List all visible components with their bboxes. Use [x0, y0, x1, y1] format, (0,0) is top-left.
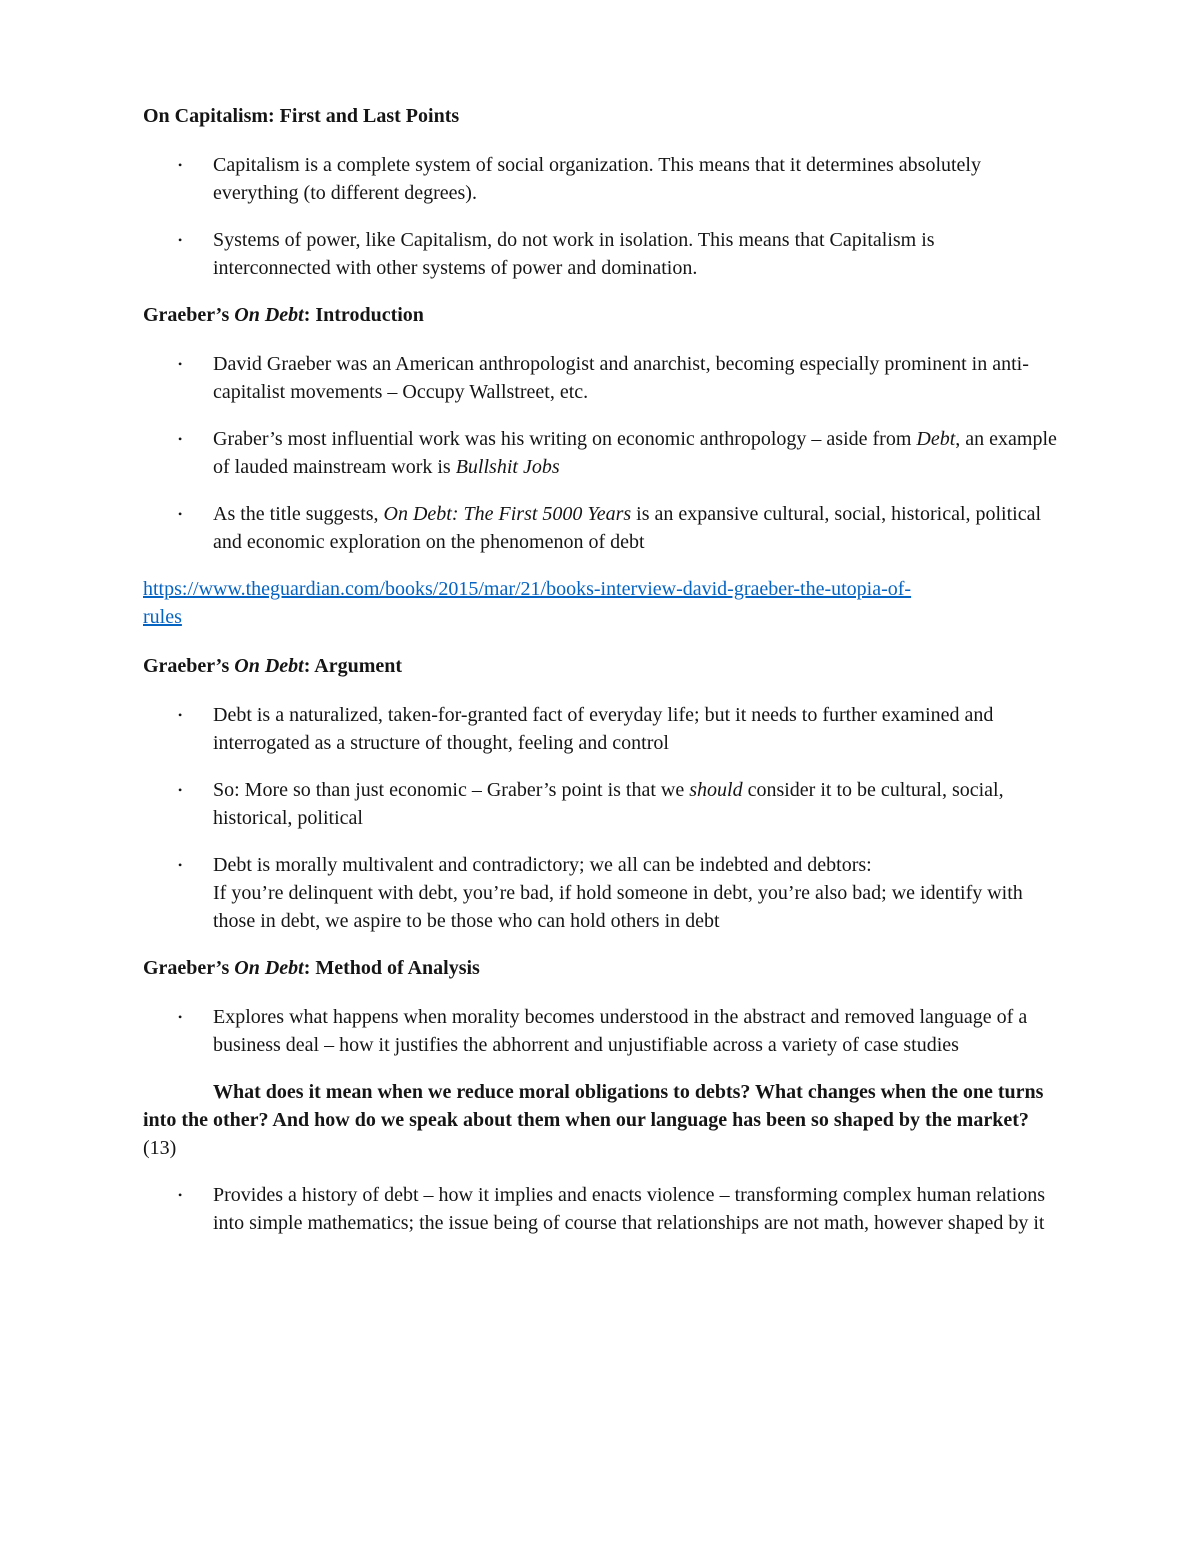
text-run: Graeber’s — [143, 655, 235, 677]
list-item — [143, 151, 1057, 207]
list-item-text — [213, 1184, 1045, 1234]
text-run: If you’re delinquent with debt, you’re bad, if hold someone in debt, you’re also bad; we identify with those in debt, we aspire to be those who can hold others in debt — [213, 882, 1023, 932]
bullet-icon: • — [178, 1188, 183, 1202]
list-item — [143, 776, 1057, 832]
list-item-text — [213, 854, 1023, 932]
list-item-text — [213, 229, 935, 279]
section-heading — [143, 301, 1057, 329]
list-item — [143, 851, 1057, 935]
list-item — [143, 226, 1057, 282]
section-heading — [143, 652, 1057, 680]
guardian-article-link[interactable] — [143, 578, 911, 628]
list-item — [143, 1181, 1057, 1237]
bullet-icon: • — [178, 708, 183, 722]
text-run: Bullshit Jobs — [455, 456, 560, 478]
text-run: On Debt — [234, 957, 304, 979]
text-run: Systems of power, like Capitalism, do not work in isolation. This means that Capitalism is interconnected with other systems of power and domination. — [213, 229, 935, 279]
text-run: Explores what happens when morality becomes understood in the abstract and removed language of a business deal – how it justifies the abhorrent and unjustifiable across a variety of case studies — [213, 1006, 1028, 1056]
link-paragraph — [143, 575, 1057, 631]
text-run: : Method of Analysis — [303, 957, 480, 979]
section-heading — [143, 102, 1057, 130]
text-run: As the title suggests, — [213, 503, 384, 525]
list-item-text — [213, 428, 1057, 478]
bullet-icon: • — [178, 1010, 183, 1024]
text-run: : Argument — [303, 655, 403, 677]
text-run: David Graeber was an American anthropologist and anarchist, becoming especially prominent in anti-capitalist movements – Occupy Wallstreet, etc. — [213, 353, 1029, 403]
bullet-icon: • — [178, 507, 183, 521]
text-run: is an expansive cultural, social, historical, political and economic exploration on the phenomenon of debt — [213, 503, 1042, 553]
list-item — [143, 350, 1057, 406]
list-item-text — [213, 353, 1029, 403]
text-run: Graeber’s — [143, 304, 235, 326]
list-item-text — [213, 779, 1004, 829]
text-run: Capitalism is a complete system of social organization. This means that it determines absolutely everything (to different degrees). — [213, 154, 981, 204]
list-item-text — [213, 503, 1041, 553]
text-run: should — [689, 779, 743, 801]
bullet-list — [143, 701, 1057, 935]
bullet-list — [143, 350, 1057, 556]
text-run: (13) — [143, 1137, 177, 1159]
bullet-list — [143, 151, 1057, 282]
bullet-icon: • — [178, 233, 183, 247]
bullet-icon: • — [178, 858, 183, 872]
bullet-icon: • — [178, 432, 183, 446]
text-run: consider it to be cultural, social, historical, political — [213, 779, 1004, 829]
text-run: Debt is a naturalized, taken-for-granted fact of everyday life; but it needs to further examined and interrogated as a structure of thought, feeling and control — [213, 704, 994, 754]
text-run: rules — [143, 606, 182, 628]
text-run: On Capitalism: First and Last Points — [143, 105, 460, 127]
text-run: Debt — [916, 428, 956, 450]
list-item — [143, 1003, 1057, 1059]
text-run: , an example of lauded mainstream work is — [213, 428, 1057, 478]
bullet-list — [143, 1003, 1057, 1059]
list-item-text — [213, 154, 981, 204]
bullet-list — [143, 1181, 1057, 1237]
bullet-icon: • — [178, 783, 183, 797]
text-run: So: More so than just economic – Graber’s point is that we — [213, 779, 690, 801]
text-run: Graeber’s — [143, 957, 235, 979]
bullet-icon: • — [178, 158, 183, 172]
text-run: On Debt — [234, 655, 304, 677]
text-run: https://www.theguardian.com/books/2015/mar/21/books-interview-david-graeber-the-utopia-of- — [143, 578, 912, 600]
list-item — [143, 425, 1057, 481]
bullet-icon: • — [178, 357, 183, 371]
section-heading — [143, 954, 1057, 982]
list-item — [143, 500, 1057, 556]
quote-paragraph — [143, 1078, 1057, 1162]
list-item-text — [213, 704, 993, 754]
list-item — [143, 701, 1057, 757]
list-item-text — [213, 1006, 1027, 1056]
text-run: Graber’s most influential work was his writing on economic anthropology – aside from — [213, 428, 917, 450]
text-run: On Debt — [234, 304, 304, 326]
text-run: On Debt: The First 5000 Years — [383, 503, 632, 525]
text-run: : Introduction — [303, 304, 424, 326]
text-run: Provides a history of debt – how it implies and enacts violence – transforming complex human relations into simple mathematics; the issue being of course that relationships are not math, however shaped by it — [213, 1184, 1046, 1234]
text-run: What does it mean when we reduce moral obligations to debts? What changes when the one turns into the other? And how do we speak about them when our language has been so shaped by the market? — [143, 1081, 1044, 1131]
text-run: Debt is morally multivalent and contradictory; we all can be indebted and debtors: — [213, 854, 872, 876]
